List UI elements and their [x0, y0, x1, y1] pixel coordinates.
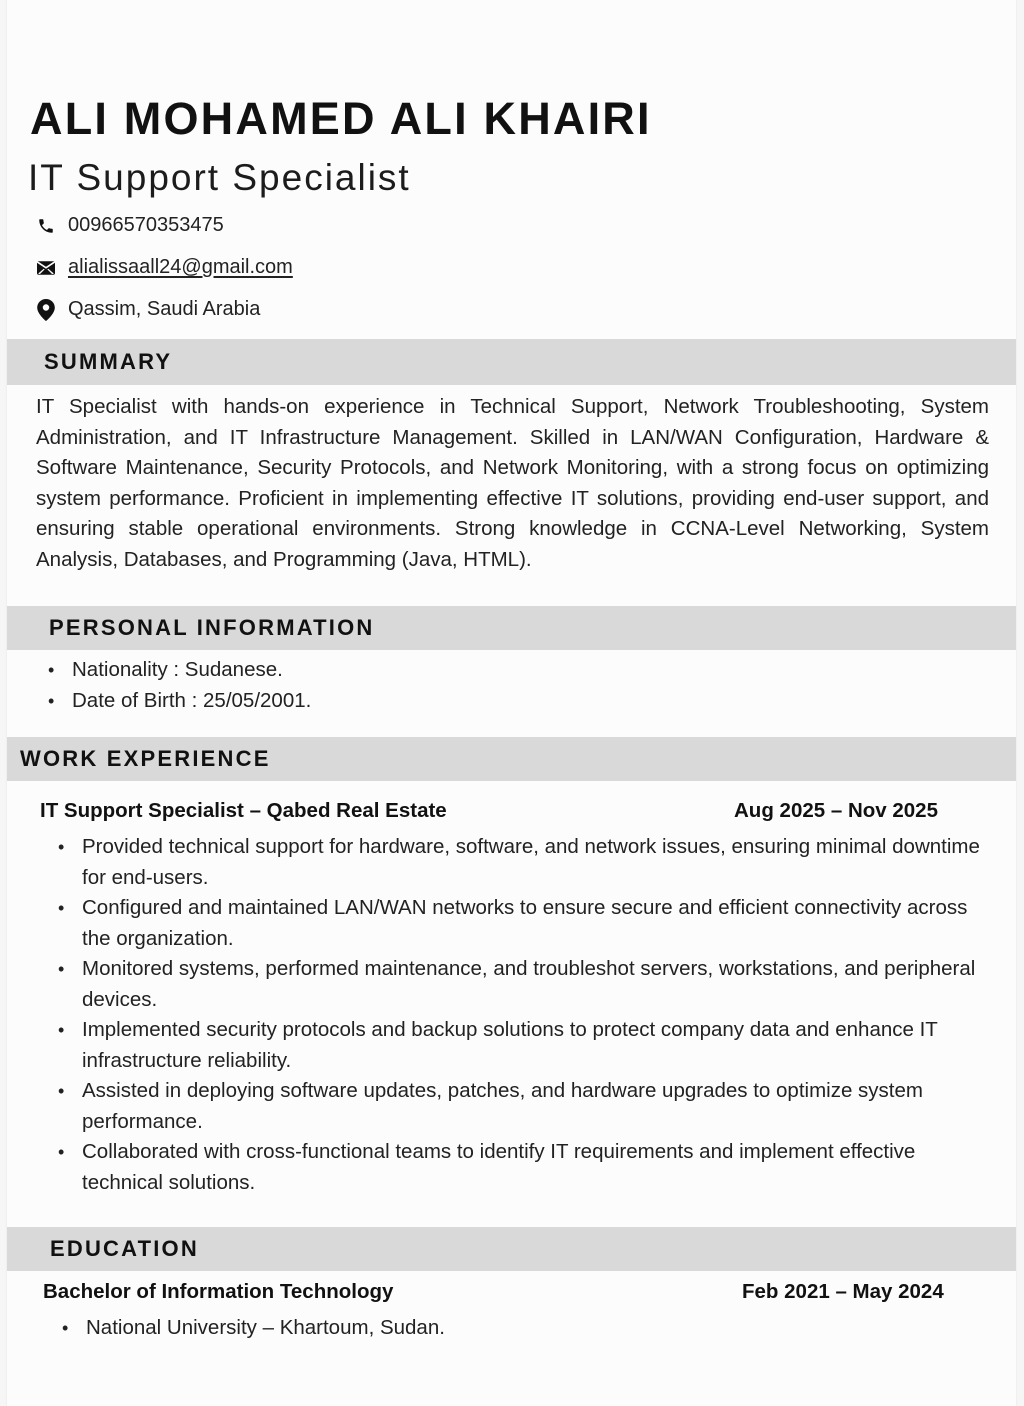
job-bullets: [58, 832, 982, 1198]
list-item: • Implemented security protocols and backup solutions to protect company data and enhance IT infrastructure reliability.: [58, 1018, 938, 1072]
location-text: Qassim, Saudi Arabia: [68, 298, 261, 320]
section-heading-education: EDUCATION: [50, 1236, 199, 1261]
section-bar-education: [7, 1227, 1016, 1271]
section-heading-work-experience: WORK EXPERIENCE: [20, 746, 271, 771]
list-item: • Date of Birth : 25/05/2001.: [48, 688, 312, 712]
envelope-icon: [36, 258, 56, 278]
list-item: • Assisted in deploying software updates, patches, and hardware upgrades to optimize system performance.: [58, 1079, 923, 1133]
section-bar-summary: [7, 339, 1016, 385]
personal-info-list: [48, 655, 312, 716]
job-role: IT Support Specialist – Qabed Real Estate: [40, 799, 447, 822]
education-bullets: [62, 1313, 445, 1344]
section-heading-personal-information: PERSONAL INFORMATION: [49, 615, 375, 640]
list-item: • National University – Khartoum, Sudan.: [62, 1316, 445, 1339]
section-bar-personal-information: [7, 606, 1016, 650]
summary-text: IT Specialist with hands-on experience in Technical Support, Network Troubleshooting, System Administration, and IT Infrastructure Management. Skilled in LAN/WAN Configuration, Hardware & Software Maintenance, Security Protocols, and Network Monitoring, with a strong focus on optimizing system performance. Proficient in implementing effective IT solutions, providing end-user support, and ensuring stable operational environments. Strong knowledge in CCNA-Level Networking, System Analysis, Databases, and Programming (Java, HTML).: [36, 395, 989, 571]
phone-number: 00966570353475: [68, 214, 224, 236]
contact-location: [36, 298, 260, 321]
candidate-name: ALI MOHAMED ALI KHAIRI: [30, 93, 652, 144]
email-link[interactable]: alialissaall24@gmail.com: [68, 256, 293, 278]
list-item: • Configured and maintained LAN/WAN networks to ensure secure and efficient connectivity across the organization.: [58, 896, 968, 950]
job-dates: Aug 2025 – Nov 2025: [734, 799, 938, 822]
list-item: • Collaborated with cross-functional teams to identify IT requirements and implement effective technical solutions.: [58, 1140, 916, 1194]
list-item: • Provided technical support for hardware, software, and network issues, ensuring minimal downtime for end-users.: [58, 835, 980, 889]
map-pin-icon: [36, 300, 56, 320]
contact-email: [36, 256, 293, 279]
list-item: • Monitored systems, performed maintenance, and troubleshot servers, workstations, and peripheral devices.: [58, 957, 976, 1011]
section-bar-work-experience: [7, 737, 1016, 781]
list-item: • Nationality : Sudanese.: [48, 658, 283, 681]
section-heading-summary: SUMMARY: [44, 349, 173, 374]
education-dates: Feb 2021 – May 2024: [742, 1280, 944, 1303]
candidate-title: IT Support Specialist: [28, 157, 411, 198]
contact-phone: [36, 214, 224, 237]
phone-icon: [36, 216, 56, 236]
education-degree: Bachelor of Information Technology: [43, 1280, 394, 1303]
